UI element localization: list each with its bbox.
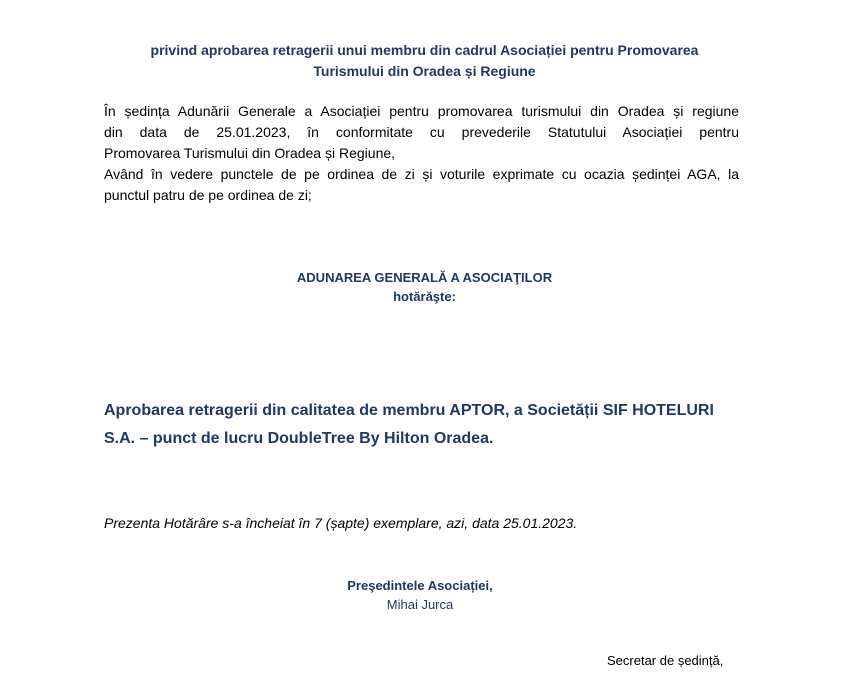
president-role: Preşedintele Asociației, [347,578,493,593]
preamble-line-2: din data de 25.01.2023, în conformitate cu prevederile Statutului Asociației pentru [104,124,739,140]
preamble-line-5: punctul patru de pe ordinea de zi; [104,187,312,203]
assembly-heading [100,268,749,306]
preamble-line-1: În ședința Adunării Generale a Asociației pentru promovarea turismului din Oradea și regiune [104,103,739,119]
preamble-line-4: Având în vedere punctele de pe ordinea de zi și voturile exprimate cu ocazia ședinței AGA, la [104,166,739,182]
secretary-signature-block [607,651,723,670]
title-line-2: Turismului din Oradea și Regiune [313,63,536,79]
title-line-1: privind aprobarea retragerii unui membru din cadrul Asociației pentru Promovarea [150,42,699,58]
decision-line-2: S.A. – punct de lucru DoubleTree By Hilton Oradea. [104,430,494,447]
president-name: Mihai Jurca [386,597,454,612]
assembly-name: ADUNAREA GENERALĂ A ASOCIAŢILOR [296,270,553,285]
assembly-verb: hotărăşte: [393,289,456,304]
closing-statement: Prezenta Hotărâre s-a încheiat în 7 (șapte) exemplare, azi, data 25.01.2023. [104,515,578,531]
preamble-line-3: Promovarea Turismului din Oradea și Regiune, [104,145,396,161]
president-signature-block [300,576,540,614]
secretary-role: Secretar de ședință, [607,653,724,668]
decision-line-1: Aprobarea retragerii din calitatea de membru APTOR, a Societății SIF HOTELURI [104,402,714,419]
decision-text [104,397,744,453]
document-title [100,40,749,82]
preamble-paragraph [104,101,739,206]
